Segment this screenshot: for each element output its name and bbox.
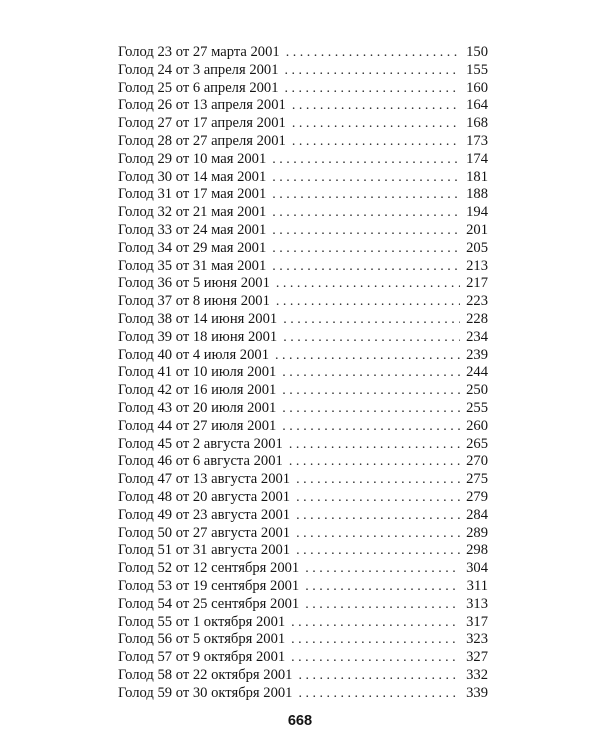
toc-entry-page: 168 [466,115,488,132]
dot-leader [282,364,460,382]
toc-entry-page: 239 [466,346,488,363]
toc-entry [118,400,488,418]
dot-leader [298,685,460,703]
toc-entry-page: 270 [466,453,488,470]
toc-entry-title: Голод 36 от 5 июня 2001 [118,275,270,292]
toc-entry [118,44,488,62]
toc-entry-title: Голод 26 от 13 апреля 2001 [118,97,286,114]
toc-entry [118,204,488,222]
toc-entry-page: 255 [466,399,488,416]
toc-entry [118,560,488,578]
toc-entry [118,293,488,311]
toc-entry [118,542,488,560]
toc-entry-page: 304 [466,560,488,577]
toc-entry [118,489,488,507]
dot-leader [296,489,460,507]
toc-entry-title: Голод 34 от 29 мая 2001 [118,239,267,256]
dot-leader [285,80,460,98]
dot-leader [282,382,460,400]
table-of-contents [118,44,488,702]
toc-entry-page: 323 [466,631,488,648]
toc-entry-title: Голод 35 от 31 мая 2001 [118,257,267,274]
toc-entry-title: Голод 46 от 6 августа 2001 [118,453,283,470]
toc-entry [118,258,488,276]
toc-entry [118,471,488,489]
toc-entry [118,382,488,400]
dot-leader [305,560,460,578]
toc-entry-title: Голод 42 от 16 июля 2001 [118,382,277,399]
toc-entry [118,169,488,187]
toc-entry-page: 213 [466,257,488,274]
toc-entry-title: Голод 30 от 14 мая 2001 [118,168,267,185]
toc-entry-title: Голод 54 от 25 сентября 2001 [118,595,300,612]
toc-entry-page: 223 [466,293,488,310]
toc-entry-title: Голод 40 от 4 июля 2001 [118,346,269,363]
toc-entry-page: 181 [466,168,488,185]
toc-entry [118,525,488,543]
toc-entry-page: 173 [466,132,488,149]
dot-leader [272,169,460,187]
toc-entry-title: Голод 56 от 5 октября 2001 [118,631,286,648]
dot-leader [296,471,460,489]
dot-leader [272,204,460,222]
dot-leader [296,507,460,525]
toc-entry-title: Голод 48 от 20 августа 2001 [118,488,291,505]
toc-entry-page: 164 [466,97,488,114]
toc-entry-title: Голод 41 от 10 июля 2001 [118,364,277,381]
dot-leader [291,631,460,649]
toc-entry-title: Голод 57 от 9 октября 2001 [118,649,286,666]
toc-entry-title: Голод 28 от 27 апреля 2001 [118,132,286,149]
toc-entry-title: Голод 39 от 18 июня 2001 [118,328,278,345]
toc-entry-page: 313 [466,595,488,612]
toc-entry-title: Голод 24 от 3 апреля 2001 [118,61,279,78]
toc-entry-title: Голод 52 от 12 сентября 2001 [118,560,300,577]
toc-entry-title: Голод 38 от 14 июня 2001 [118,310,278,327]
toc-entry [118,418,488,436]
toc-entry [118,329,488,347]
toc-entry-title: Голод 55 от 1 октября 2001 [118,613,286,630]
toc-entry-page: 155 [466,61,488,78]
toc-entry [118,347,488,365]
toc-entry [118,311,488,329]
toc-entry-page: 234 [466,328,488,345]
dot-leader [296,525,460,543]
toc-entry-page: 150 [466,44,488,60]
toc-entry [118,667,488,685]
toc-entry [118,364,488,382]
dot-leader [276,275,460,293]
toc-entry-page: 217 [466,275,488,292]
dot-leader [291,614,460,632]
toc-entry [118,685,488,703]
toc-entry-page: 250 [466,382,488,399]
toc-entry-title: Голод 50 от 27 августа 2001 [118,524,291,541]
toc-entry-title: Голод 23 от 27 марта 2001 [118,44,280,60]
toc-entry [118,614,488,632]
toc-entry [118,133,488,151]
toc-entry [118,222,488,240]
toc-entry [118,115,488,133]
dot-leader [282,418,460,436]
toc-entry [118,80,488,98]
toc-entry [118,453,488,471]
toc-entry-title: Голод 58 от 22 октября 2001 [118,666,293,683]
toc-entry-page: 284 [466,506,488,523]
dot-leader [285,62,460,80]
toc-entry-page: 228 [466,310,488,327]
toc-entry-title: Голод 43 от 20 июля 2001 [118,399,277,416]
dot-leader [292,133,460,151]
toc-entry-title: Голод 44 от 27 июля 2001 [118,417,277,434]
dot-leader [291,649,460,667]
toc-entry [118,151,488,169]
toc-entry [118,62,488,80]
dot-leader [305,578,460,596]
toc-entry-title: Голод 53 от 19 сентября 2001 [118,577,300,594]
dot-leader [272,240,460,258]
page-number: 668 [287,713,313,729]
dot-leader [276,293,460,311]
dot-leader [286,44,460,62]
toc-entry-page: 275 [466,471,488,488]
dot-leader [272,151,460,169]
dot-leader [282,400,460,418]
dot-leader [289,436,460,454]
dot-leader [298,667,460,685]
dot-leader [305,596,460,614]
dot-leader [275,347,460,365]
toc-entry-page: 327 [466,649,488,666]
dot-leader [272,258,460,276]
toc-entry-title: Голод 29 от 10 мая 2001 [118,150,267,167]
toc-entry-page: 160 [466,79,488,96]
toc-entry-page: 289 [466,524,488,541]
dot-leader [272,186,460,204]
toc-entry-title: Голод 47 от 13 августа 2001 [118,471,291,488]
toc-entry-title: Голод 45 от 2 августа 2001 [118,435,283,452]
toc-entry-title: Голод 49 от 23 августа 2001 [118,506,291,523]
dot-leader [289,453,460,471]
toc-entry [118,186,488,204]
toc-entry [118,436,488,454]
toc-entry-page: 205 [466,239,488,256]
toc-entry-title: Голод 37 от 8 июня 2001 [118,293,270,310]
toc-entry-page: 174 [466,150,488,167]
toc-entry-page: 317 [466,613,488,630]
dot-leader [283,329,460,347]
dot-leader [272,222,460,240]
toc-entry [118,240,488,258]
dot-leader [292,97,460,115]
toc-entry-title: Голод 51 от 31 августа 2001 [118,542,291,559]
toc-entry-title: Голод 31 от 17 мая 2001 [118,186,267,203]
dot-leader [296,542,460,560]
toc-entry-page: 339 [466,684,488,701]
toc-entry-page: 260 [466,417,488,434]
toc-entry-page: 194 [466,204,488,221]
toc-entry-title: Голод 59 от 30 октября 2001 [118,684,293,701]
toc-entry-title: Голод 33 от 24 мая 2001 [118,221,267,238]
toc-entry [118,578,488,596]
toc-entry-page: 311 [466,577,488,594]
toc-entry [118,596,488,614]
toc-entry-page: 201 [466,221,488,238]
toc-entry-page: 244 [466,364,488,381]
toc-entry-page: 279 [466,488,488,505]
dot-leader [283,311,460,329]
toc-entry [118,507,488,525]
toc-entry [118,275,488,293]
dot-leader [292,115,460,133]
toc-entry-title: Голод 32 от 21 мая 2001 [118,204,267,221]
toc-entry-page: 265 [466,435,488,452]
toc-entry [118,97,488,115]
toc-entry-page: 188 [466,186,488,203]
toc-entry [118,631,488,649]
toc-entry-page: 298 [466,542,488,559]
toc-entry-page: 332 [466,666,488,683]
toc-entry [118,649,488,667]
toc-entry-title: Голод 25 от 6 апреля 2001 [118,79,279,96]
toc-entry-title: Голод 27 от 17 апреля 2001 [118,115,286,132]
